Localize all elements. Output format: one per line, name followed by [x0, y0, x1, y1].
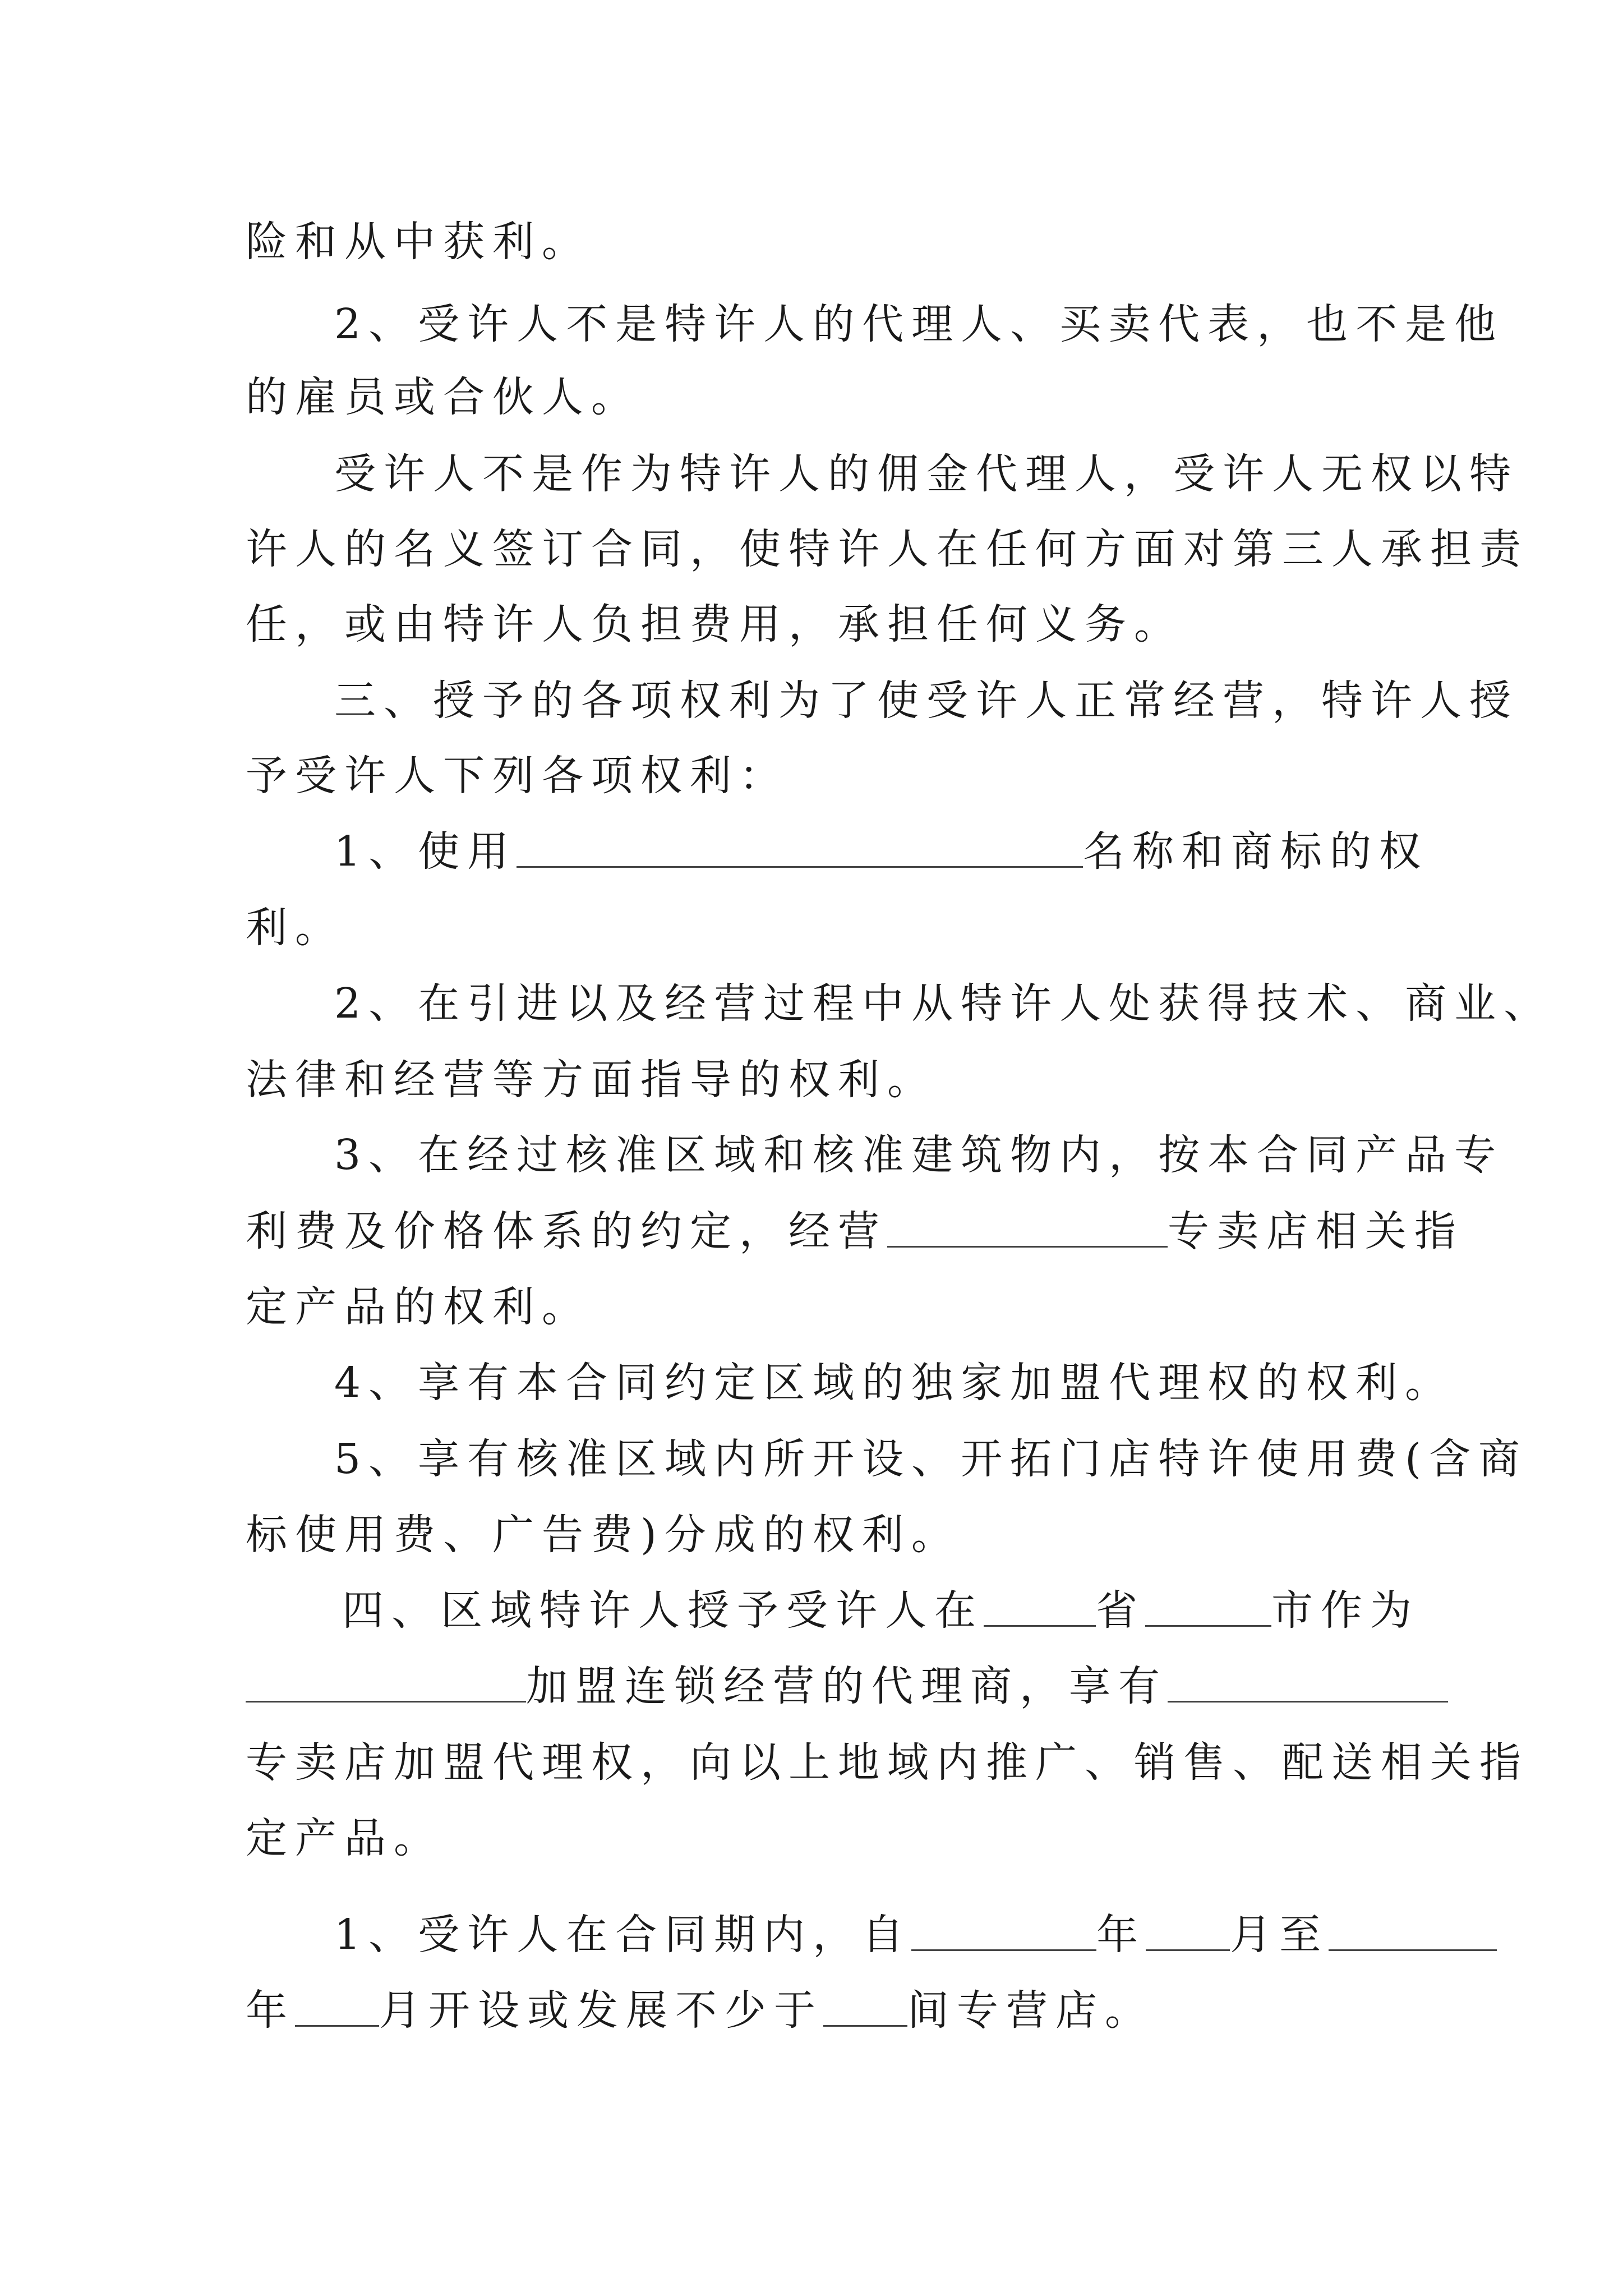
fill-in-blank[interactable] — [984, 1586, 1096, 1627]
text-segment: 险和从中获利。 — [246, 218, 591, 266]
text-segment: 予受许人下列各项权利： — [246, 752, 789, 800]
text-segment: 月至 — [1230, 1911, 1329, 1959]
fill-in-blank[interactable] — [1168, 1662, 1448, 1703]
text-segment: 市作为 — [1271, 1586, 1419, 1635]
text-segment: 许人的名义签订合同，使特许人在任何方面对第三人承担责 — [246, 525, 1529, 573]
text-line — [334, 821, 1428, 882]
text-segment: 月开设或发展不少于 — [379, 1986, 823, 2035]
text-line — [334, 973, 1553, 1034]
text-line — [246, 1980, 1154, 2041]
text-line — [334, 443, 1519, 505]
text-line — [334, 293, 1504, 355]
text-line — [246, 1200, 1464, 1262]
text-segment: 利费及价格体系的约定，经营 — [246, 1207, 887, 1255]
text-segment: 1、受许人在合同期内，自 — [334, 1911, 912, 1959]
text-line — [246, 211, 591, 273]
text-segment: 5、享有核准区域内所开设、开拓门店特许使用费(含商 — [334, 1435, 1528, 1483]
text-line — [334, 1352, 1454, 1414]
fill-in-blank[interactable] — [517, 827, 1083, 868]
fill-in-blank[interactable] — [295, 1986, 379, 2027]
text-line — [246, 1276, 591, 1338]
text-line — [246, 1655, 1448, 1717]
text-segment: 定产品的权利。 — [246, 1283, 591, 1331]
text-segment: 专卖店相关指 — [1168, 1207, 1464, 1255]
text-segment: 法律和经营等方面指导的权利。 — [246, 1056, 937, 1104]
text-line — [246, 366, 640, 428]
text-line — [246, 897, 344, 959]
text-segment: 3、在经过核准区域和核准建筑物内，按本合同产品专 — [334, 1131, 1504, 1179]
text-segment: 的雇员或合伙人。 — [246, 373, 640, 421]
fill-in-blank[interactable] — [887, 1207, 1168, 1248]
text-line — [246, 593, 1183, 655]
text-segment: 年 — [1096, 1911, 1146, 1959]
text-segment: 1、使用 — [334, 827, 517, 876]
fill-in-blank[interactable] — [823, 1986, 907, 2027]
text-segment: 四、区域特许人授予受许人在 — [342, 1586, 984, 1635]
fill-in-blank[interactable] — [1145, 1586, 1271, 1627]
fill-in-blank[interactable] — [1329, 1910, 1497, 1951]
text-line — [246, 1732, 1529, 1793]
text-segment: 标使用费、广告费)分成的权利。 — [246, 1511, 961, 1559]
text-segment: 名称和商标的权 — [1083, 827, 1429, 876]
text-segment: 专卖店加盟代理权，向以上地域内推广、销售、配送相关指 — [246, 1738, 1529, 1787]
text-line — [342, 1580, 1419, 1641]
text-segment: 4、享有本合同约定区域的独家加盟代理权的权利。 — [334, 1359, 1455, 1407]
text-line — [246, 1049, 937, 1111]
text-segment: 2、受许人不是特许人的代理人、买卖代表，也不是他 — [334, 300, 1504, 348]
text-line — [246, 1504, 961, 1566]
text-line — [246, 1807, 443, 1869]
text-segment: 任，或由特许人负担费用，承担任何义务。 — [246, 600, 1183, 648]
text-segment: 三、授予的各项权利为了使受许人正常经营，特许人授 — [334, 677, 1519, 725]
text-segment: 利。 — [246, 904, 344, 952]
text-segment: 2、在引进以及经营过程中从特许人处获得技术、商业、 — [334, 979, 1553, 1028]
text-segment: 定产品。 — [246, 1814, 443, 1862]
text-segment: 间专营店。 — [907, 1986, 1154, 2035]
text-segment: 省 — [1096, 1586, 1145, 1635]
text-segment: 年 — [246, 1986, 295, 2035]
fill-in-blank[interactable] — [911, 1910, 1096, 1951]
fill-in-blank[interactable] — [1146, 1910, 1230, 1951]
text-segment: 受许人不是作为特许人的佣金代理人，受许人无权以特 — [334, 450, 1519, 498]
text-line — [334, 1904, 1497, 1966]
text-line — [334, 1124, 1504, 1186]
text-line — [334, 670, 1519, 731]
text-line — [246, 745, 789, 807]
text-line — [334, 1428, 1528, 1490]
text-line — [246, 518, 1529, 580]
fill-in-blank[interactable] — [246, 1662, 526, 1703]
text-segment: 加盟连锁经营的代理商，享有 — [526, 1662, 1168, 1710]
